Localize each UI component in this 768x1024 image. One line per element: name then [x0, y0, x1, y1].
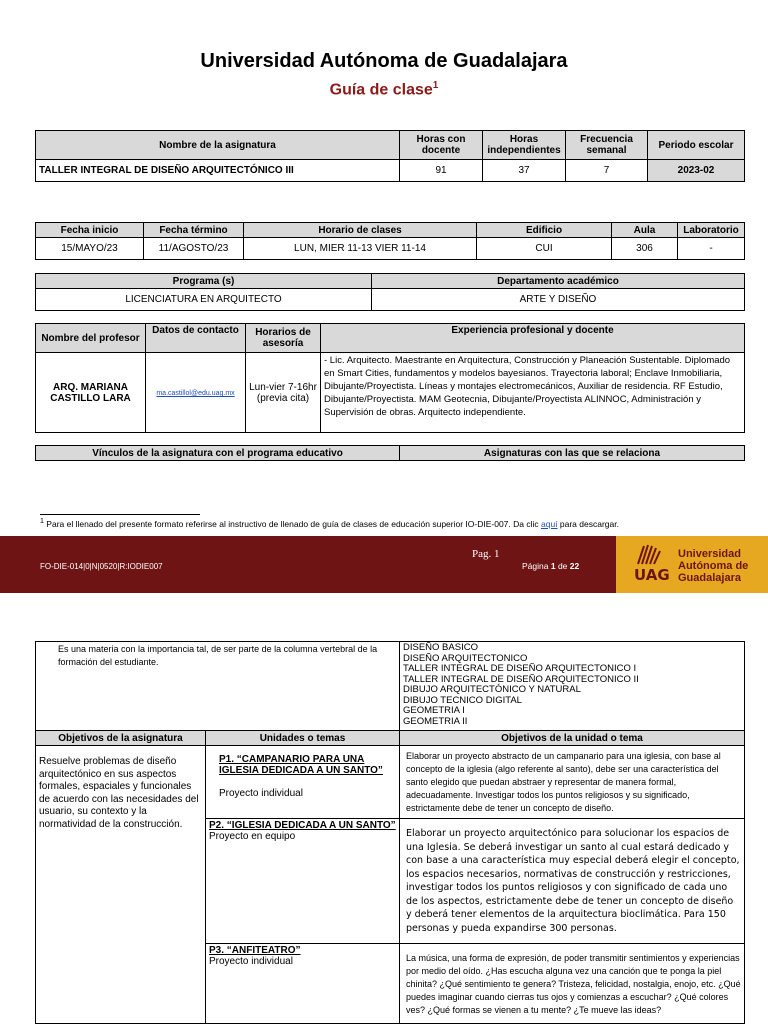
course-name: TALLER INTEGRAL DE DISEÑO ARQUITECTÓNICO III — [36, 160, 400, 182]
course-objective: Resuelve problemas de diseño arquitectónico en sus aspectos formales, espaciales y funcionales de acuerdo con las necesidades del usuario, su contexto y la normatividad de la construcción. — [36, 746, 206, 1024]
program-table — [35, 273, 745, 311]
related-subject: TALLER INTEGRAL DE DISEÑO ARQUITECTONICO II — [403, 673, 639, 685]
objectives-table — [35, 730, 745, 1024]
logo-name — [678, 548, 748, 584]
footnote — [40, 517, 740, 529]
footnote-text-end: para descargar. — [557, 518, 619, 529]
weekly-frequency: 7 — [566, 160, 648, 182]
professor-experience: - Lic. Arquitecto. Maestrante en Arquitectura, Construcción y Planeación Sustentable. Diplomado en Smart Cities, fundamentos y modelos bayesianos. Trayectoria laboral; Enclave Inmobiliaria, Dibujante/Proyectista. Líneas y montajes electromecánicos, Auxiliar de residencia. RF Estudio, Dibujante/Proyectista. MAM Geotecnia, Dibujante/Proyectista ALINNOC, Administración y Supervisión de obras. Arquitecto independiente. — [321, 353, 745, 433]
unit-mode: Proyecto individual — [219, 788, 303, 799]
logo-name-line-2: Autónoma de — [678, 560, 749, 572]
footnote-divider — [40, 514, 200, 515]
schedule-table — [35, 222, 745, 260]
header-contact: Datos de contacto — [146, 324, 246, 353]
unit-cell — [206, 944, 400, 1024]
class-schedule: LUN, MIER 11-13 VIER 11-14 — [244, 238, 477, 260]
logo-fan-icon — [636, 542, 662, 566]
university-logo — [616, 536, 768, 593]
professor-name: ARQ. MARIANA CASTILLO LARA — [36, 353, 146, 433]
start-date: 15/MAYO/23 — [36, 238, 144, 260]
page-counter-prefix: Página — [522, 561, 551, 571]
unit-objective: Elaborar un proyecto arquitectónico para solucionar los espacios de una Iglesia. Se deberá investigar un santo al cual estará dedicado y con base a una característica muy especial deberá elegir el concepto, los espacios necesarios, normativas de construcción y restricciones, investigar todos los puntos religiosos y con significado de cada uno de los aspectos, estrictamente debe de tener un concepto de diseño y deberá tener elementos de la arquitectura bioclimática. Para 150 personas y pueda expandirse 300 personas. — [400, 819, 745, 944]
header-hours-independent: Horas independientes — [483, 131, 566, 160]
hours-teacher: 91 — [400, 160, 483, 182]
unit-mode: Proyecto individual — [209, 956, 293, 967]
logo-name-line-1: Universidad — [678, 548, 741, 560]
guide-subtitle — [0, 80, 768, 99]
links-table — [35, 445, 745, 461]
laboratory: - — [678, 238, 745, 260]
header-unit-objectives: Objetivos de la unidad o tema — [400, 731, 745, 746]
header-professor-name: Nombre del profesor — [36, 324, 146, 353]
related-subjects-list — [400, 642, 745, 731]
related-subject: GEOMETRIA I — [403, 705, 465, 716]
header-advisory-hours: Horarios de asesoría — [246, 324, 321, 353]
header-units: Unidades o temas — [206, 731, 400, 746]
related-subject: DISEÑO BASICO — [403, 642, 478, 653]
unit-objective: Elaborar un proyecto abstracto de un campanario para una iglesia, con base al concepto de la iglesia (algo referente al santo), debe ser una característica del santo elegido que puedan abstraer y representar de manera formal, adecuadamente. Investigar todos los puntos religiosos y su significado, estrictamente debe de tener un concepto de diseño. — [400, 746, 745, 819]
header-program: Programa (s) — [36, 274, 372, 289]
header-start-date: Fecha inicio — [36, 223, 144, 238]
hours-independent: 37 — [483, 160, 566, 182]
header-classroom: Aula — [612, 223, 678, 238]
program: LICENCIATURA EN ARQUITECTO — [36, 289, 372, 311]
classroom: 306 — [612, 238, 678, 260]
unit-cell — [206, 819, 400, 944]
footnote-text: Para el llenado del presente formato referirse al instructivo de llenado de guía de clases de educación superior IO-DIE-007. Da clic — [43, 518, 541, 529]
links-content-table — [35, 641, 745, 731]
department: ARTE Y DISEÑO — [372, 289, 745, 311]
related-subject: TALLER INTEGRAL DE DISEÑO ARQUITECTONICO I — [403, 663, 637, 674]
footnote-number: 1 — [40, 517, 44, 525]
header-school-period: Periodo escolar — [648, 131, 745, 160]
page-footer — [0, 536, 768, 593]
form-code: FO-DIE-014|0|N|0520|R:IODIE007 — [40, 562, 163, 571]
advisory-hours: Lun-vier 7-16hr (previa cita) — [246, 353, 321, 433]
unit-title: P1. “CAMPANARIO PARA UNA IGLESIA DEDICADA A UN SANTO” — [219, 754, 383, 776]
professor-table — [35, 323, 745, 433]
page-counter-mid: de — [555, 561, 570, 571]
professor-email[interactable] — [146, 353, 246, 433]
header-related-subjects: Asignaturas con las que se relaciona — [400, 446, 745, 461]
download-link[interactable]: aquí — [540, 518, 558, 529]
building: CUI — [477, 238, 612, 260]
unit-title: P3. “ANFITEATRO” — [209, 945, 301, 956]
footnote-marker: 1 — [432, 80, 439, 91]
related-subject: DISEÑO ARQUITECTONICO — [403, 652, 528, 664]
school-period: 2023-02 — [648, 160, 745, 182]
header-experience: Experiencia profesional y docente — [321, 324, 745, 353]
logo-short: UAG — [634, 566, 670, 584]
unit-mode: Proyecto en equipo — [209, 831, 296, 842]
email-link[interactable]: ma.castillol@edu.uag.mx — [156, 390, 235, 397]
university-title: Universidad Autónoma de Guadalajara — [200, 50, 568, 72]
header-laboratory: Laboratorio — [678, 223, 745, 238]
header-class-schedule: Horario de clases — [244, 223, 477, 238]
header-end-date: Fecha término — [144, 223, 244, 238]
course-table — [35, 130, 745, 182]
related-subject: GEOMETRIA II — [403, 715, 468, 727]
page-label: Pag. 1 — [472, 548, 500, 560]
header-building: Edificio — [477, 223, 612, 238]
page-current: 1 — [550, 561, 556, 571]
header-department: Departamento académico — [372, 274, 745, 289]
subtitle-text: Guía de clase — [329, 81, 433, 99]
logo-name-line-3: Guadalajara — [678, 572, 741, 584]
related-subject: DIBUJO ARQUITECTÓNICO Y NATURAL — [403, 684, 581, 695]
header-links: Vínculos de la asignatura con el programa educativo — [36, 446, 400, 461]
end-date: 11/AGOSTO/23 — [144, 238, 244, 260]
header-weekly-frequency: Frecuencia semanal — [566, 131, 648, 160]
page-counter — [522, 561, 579, 571]
unit-objective: La música, una forma de expresión, de poder transmitir sentimientos y experiencias por medio del oído. ¿Has escucha alguna vez una canción que te ponga la piel chinita? ¿Qué sentimiento te genera? Tristeza, felicidad, nostalgia, enojo, etc. ¿Qué puedes imaginar cuando cierras tus ojos y comienzas a escuchar? ¿Qué colores ves? ¿Qué formas se vienen a tu mente? ¿Te mueve las ideas? — [400, 944, 745, 1024]
header-hours-teacher: Horas con docente — [400, 131, 483, 160]
related-subject: DIBUJO TECNICO DIGITAL — [403, 694, 522, 706]
links-description: Es una materia con la importancia tal, de ser parte de la columna vertebral de la formación del estudiante. — [36, 642, 400, 731]
header-course-objectives: Objetivos de la asignatura — [36, 731, 206, 746]
header-course-name: Nombre de la asignatura — [36, 131, 400, 160]
unit-cell — [206, 746, 400, 819]
page-total: 22 — [569, 561, 580, 571]
unit-title: P2. “IGLESIA DEDICADA A UN SANTO” — [209, 820, 396, 831]
